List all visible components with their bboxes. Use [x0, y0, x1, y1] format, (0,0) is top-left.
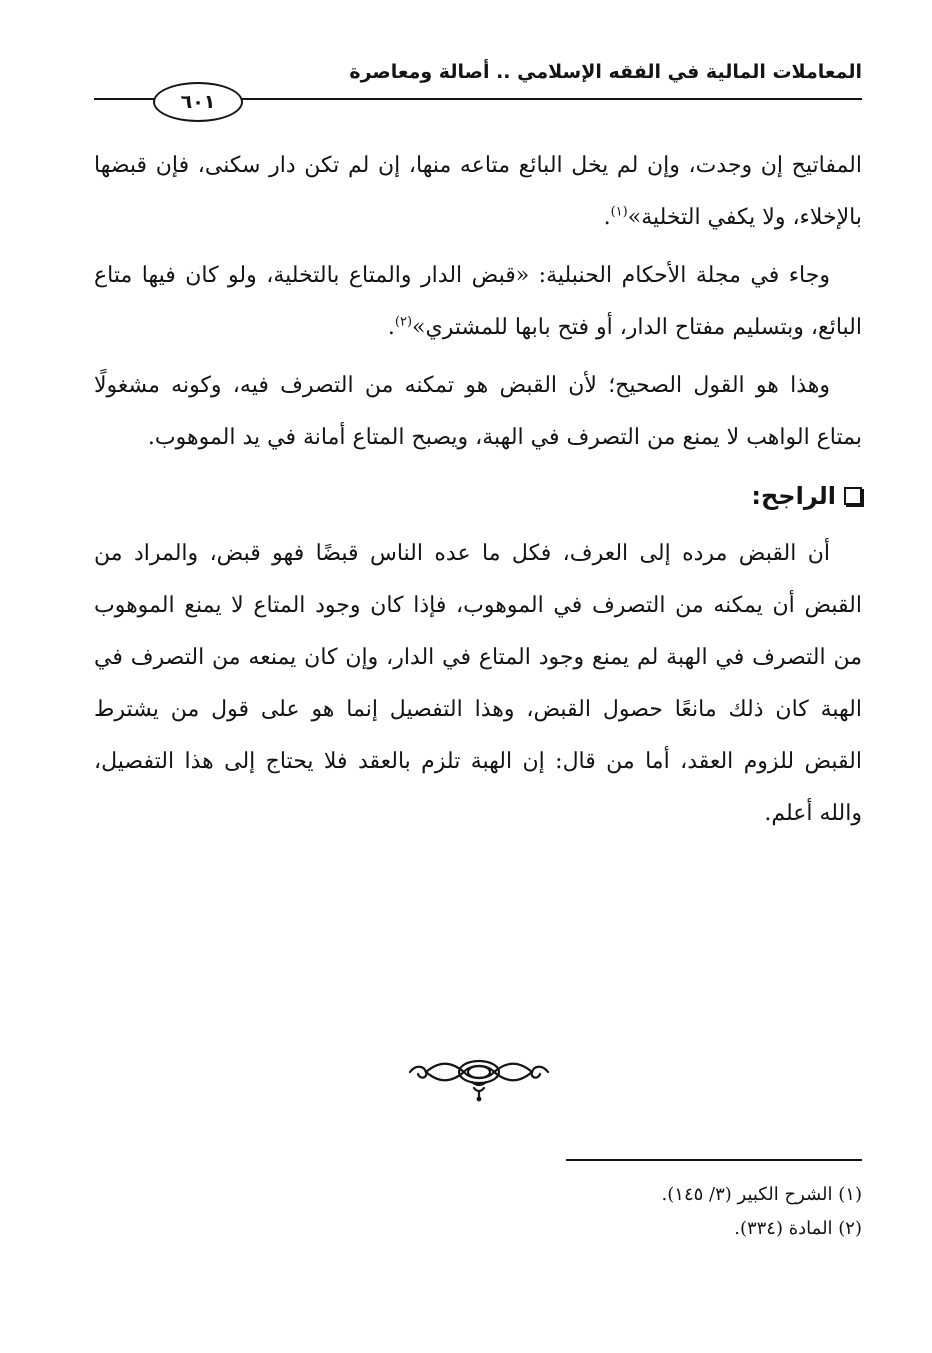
- paragraph-2-end: .: [387, 315, 395, 340]
- paragraph-2: [94, 250, 862, 354]
- paragraph-1-text: المفاتيح إن وجدت، وإن لم يخل البائع متاعه منها، إن لم تكن دار سكنى، فإن قبضها بالإخلاء، ولا يكفي التخلية»: [94, 153, 862, 230]
- section-heading-text: الراجح:: [751, 482, 836, 510]
- section-heading: [94, 470, 862, 522]
- footnote-ref-1[interactable]: (١): [610, 204, 628, 220]
- paragraph-1-end: .: [603, 205, 611, 230]
- paragraph-3: وهذا هو القول الصحيح؛ لأن القبض هو تمكنه من التصرف فيه، وكونه مشغولًا بمتاع الواهب لا يمنع من التصرف في الهبة، ويصبح المتاع أمانة في يد الموهوب.: [94, 373, 862, 450]
- running-title: المعاملات المالية في الفقه الإسلامي .. أصالة ومعاصرة: [349, 61, 862, 83]
- paragraph-1: [94, 140, 862, 244]
- ornament-divider-icon: [406, 1050, 552, 1102]
- checkbox-icon: [844, 487, 862, 505]
- footnote-rule: [566, 1159, 862, 1161]
- footnote-1: (١) الشرح الكبير (٣/ ١٤٥).: [661, 1184, 862, 1205]
- footnote-2: (٢) المادة (٣٣٤).: [734, 1218, 862, 1239]
- paragraph-4: أن القبض مرده إلى العرف، فكل ما عده الناس قبضًا فهو قبض، والمراد من القبض أن يمكنه من التصرف في الموهوب، فإذا كان وجود المتاع لا يمنع الموهوب من التصرف في الهبة لم يمنع وجود المتاع في الدار، وإن كان يمنعه من التصرف في الهبة كان ذلك مانعًا حصول القبض، وهذا التفصيل إنما هو على قول من يشترط القبض للزوم العقد، أما من قال: إن الهبة تلزم بالعقد فلا يحتاج إلى هذا التفصيل، والله أعلم.: [94, 541, 862, 826]
- main-text: [94, 140, 862, 846]
- page-number: ٦٠١: [153, 82, 243, 122]
- footnotes: [362, 1178, 862, 1246]
- paragraph-2-text: وجاء في مجلة الأحكام الحنبلية: «قبض الدار والمتاع بالتخلية، ولو كان فيها متاع البائع، وبتسليم مفتاح الدار، أو فتح بابها للمشتري»: [94, 263, 862, 340]
- footnote-ref-2[interactable]: (٢): [394, 314, 413, 330]
